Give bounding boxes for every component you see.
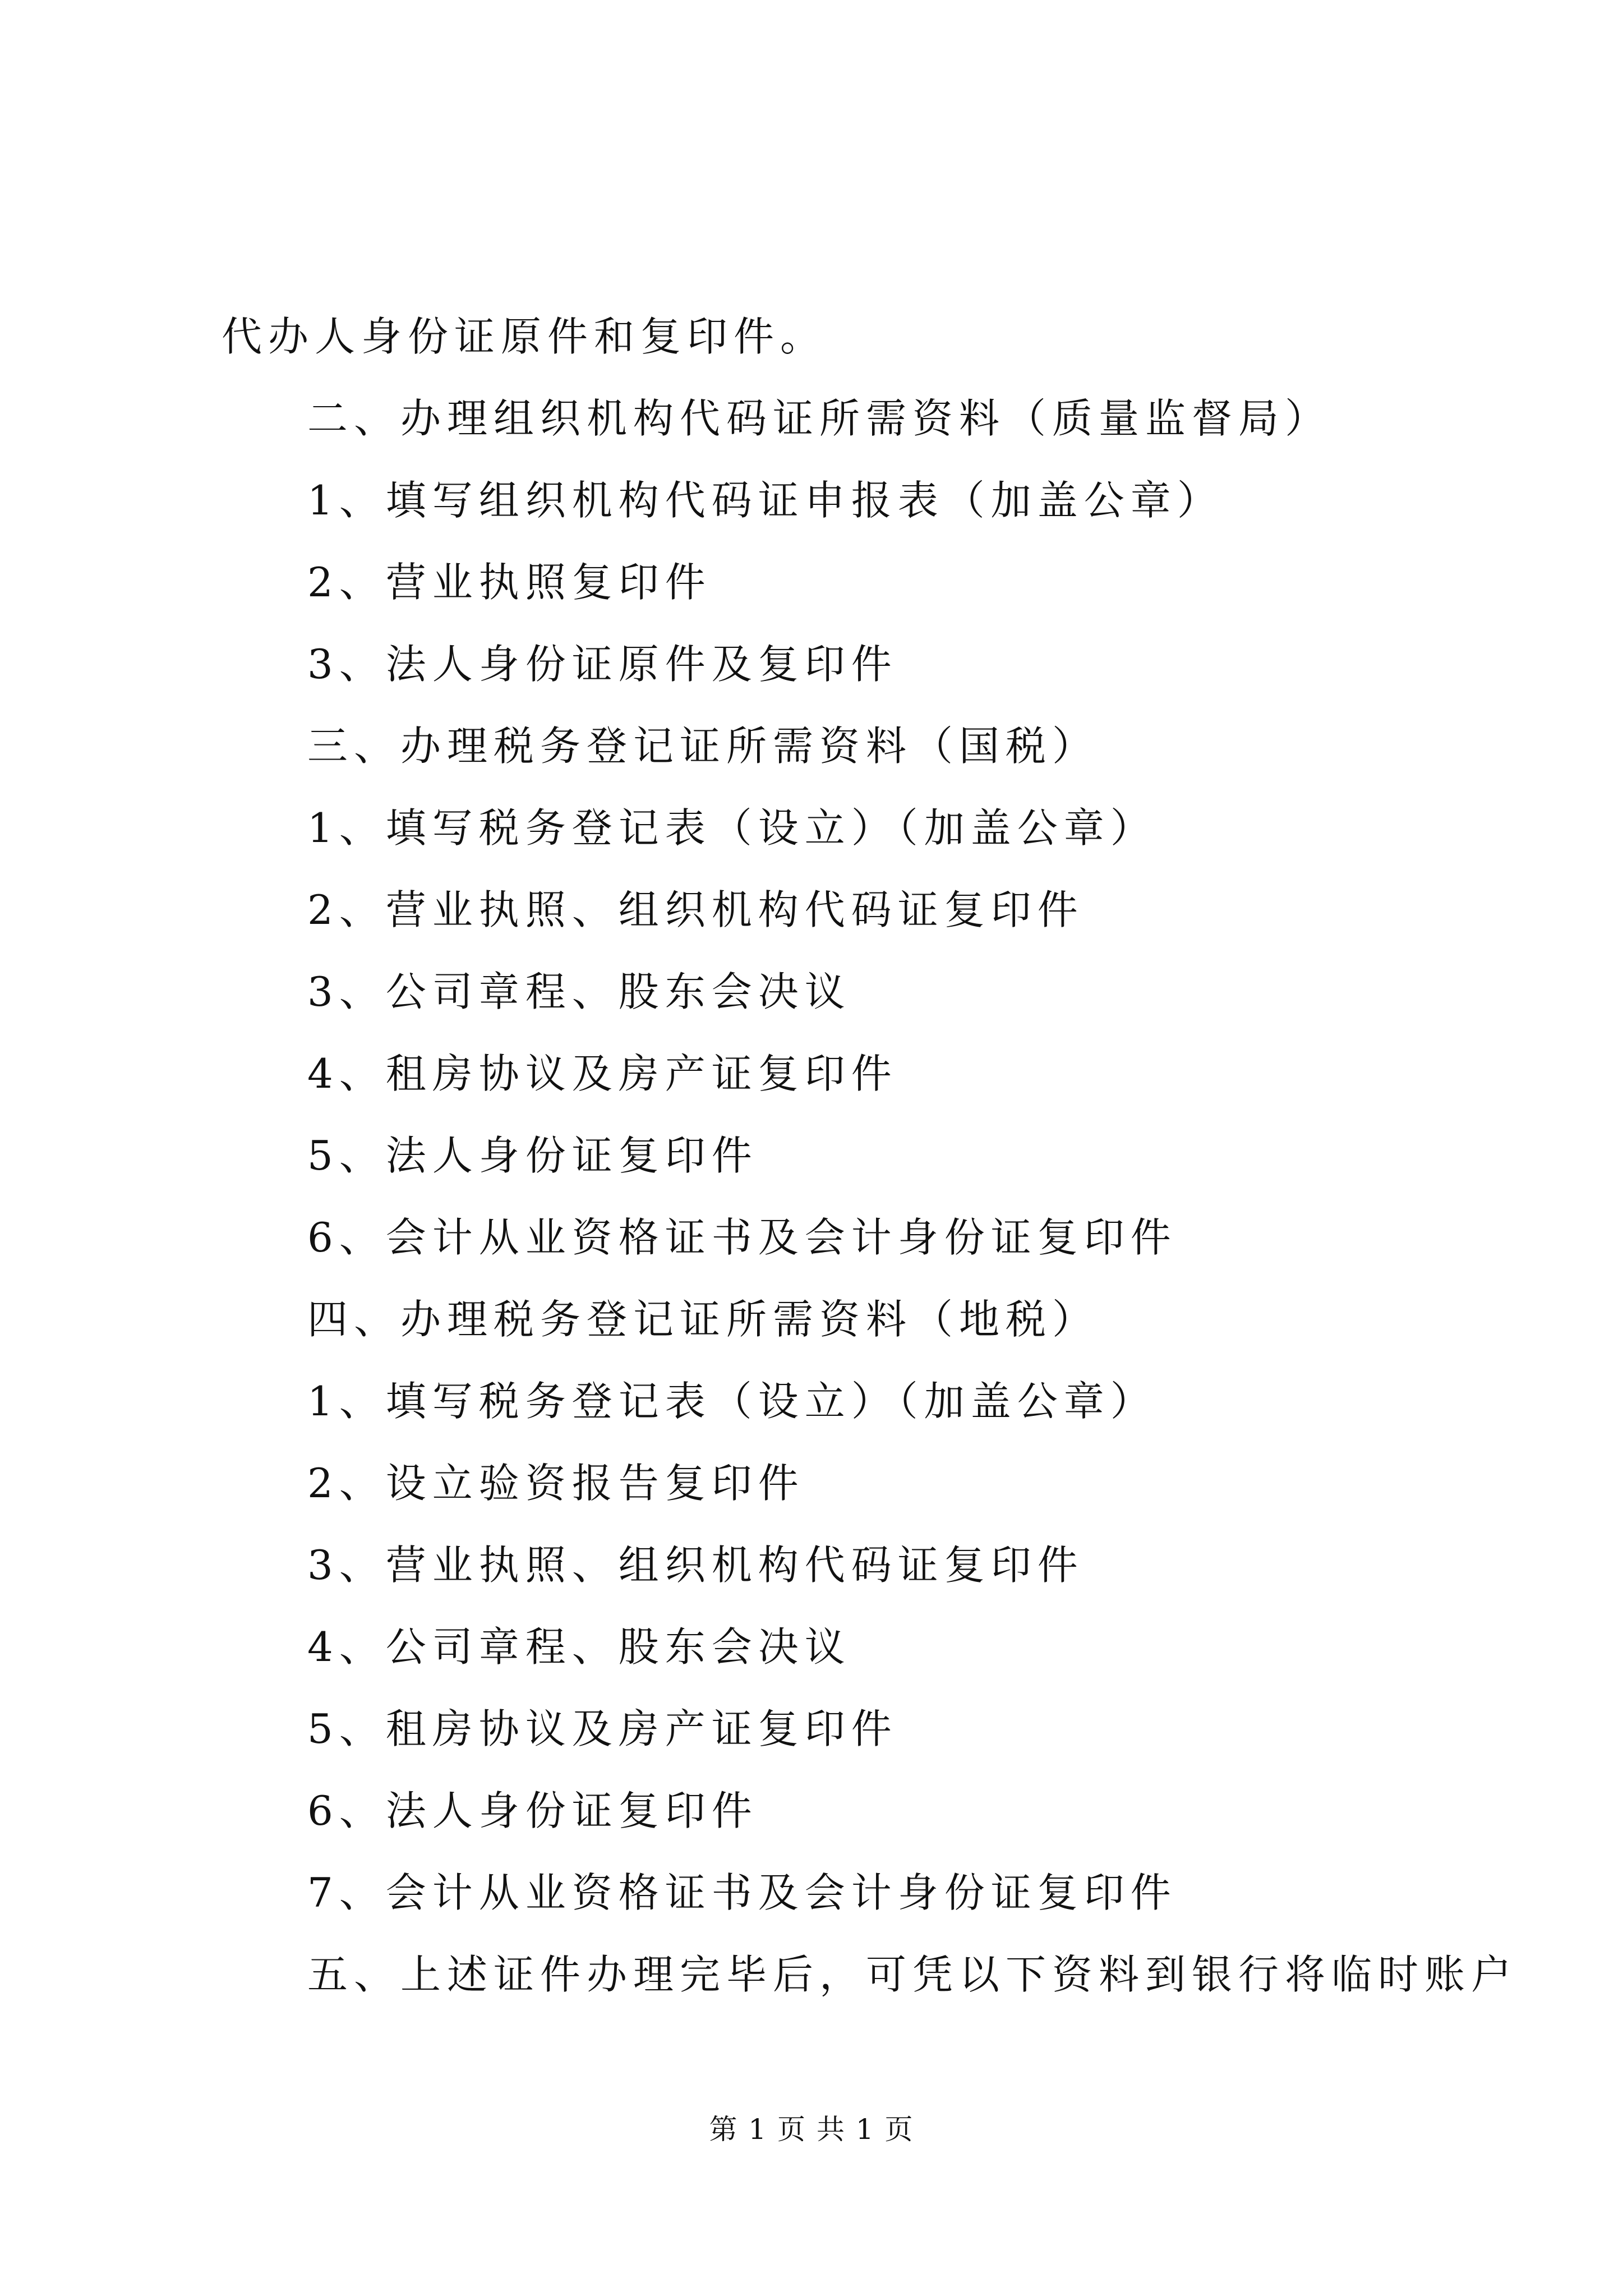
list-item: 1、填写组织机构代码证申报表（加盖公章） bbox=[307, 477, 1224, 524]
list-item: 6、会计从业资格证书及会计身份证复印件 bbox=[307, 1214, 1177, 1261]
list-item: 4、租房协议及房产证复印件 bbox=[307, 1050, 898, 1097]
section-heading-4: 四、办理税务登记证所需资料（地税） bbox=[307, 1296, 1099, 1343]
list-item: 1、填写税务登记表（设立）（加盖公章） bbox=[307, 804, 1157, 852]
list-item: 3、营业执照、组织机构代码证复印件 bbox=[307, 1542, 1084, 1589]
list-item: 6、法人身份证复印件 bbox=[307, 1787, 758, 1834]
list-item: 2、设立验资报告复印件 bbox=[307, 1460, 805, 1507]
page-footer: 第 1 页 共 1 页 bbox=[709, 2113, 914, 2146]
list-item: 3、公司章程、股东会决议 bbox=[307, 968, 851, 1015]
text-line-1: 代办人身份证原件和复印件。 bbox=[222, 313, 827, 360]
list-item: 5、租房协议及房产证复印件 bbox=[307, 1705, 898, 1752]
section-heading-2: 二、办理组织机构代码证所需资料（质量监督局） bbox=[307, 395, 1332, 442]
list-item: 3、法人身份证原件及复印件 bbox=[307, 641, 898, 688]
list-item: 5、法人身份证复印件 bbox=[307, 1132, 758, 1179]
list-item: 2、营业执照、组织机构代码证复印件 bbox=[307, 886, 1084, 933]
section-heading-5: 五、上述证件办理完毕后，可凭以下资料到银行将临时账户 bbox=[307, 1951, 1518, 1998]
list-item: 2、营业执照复印件 bbox=[307, 559, 712, 606]
list-item: 1、填写税务登记表（设立）（加盖公章） bbox=[307, 1378, 1157, 1425]
list-item: 4、公司章程、股东会决议 bbox=[307, 1623, 851, 1671]
section-heading-3: 三、办理税务登记证所需资料（国税） bbox=[307, 723, 1099, 770]
list-item: 7、会计从业资格证书及会计身份证复印件 bbox=[307, 1869, 1177, 1916]
